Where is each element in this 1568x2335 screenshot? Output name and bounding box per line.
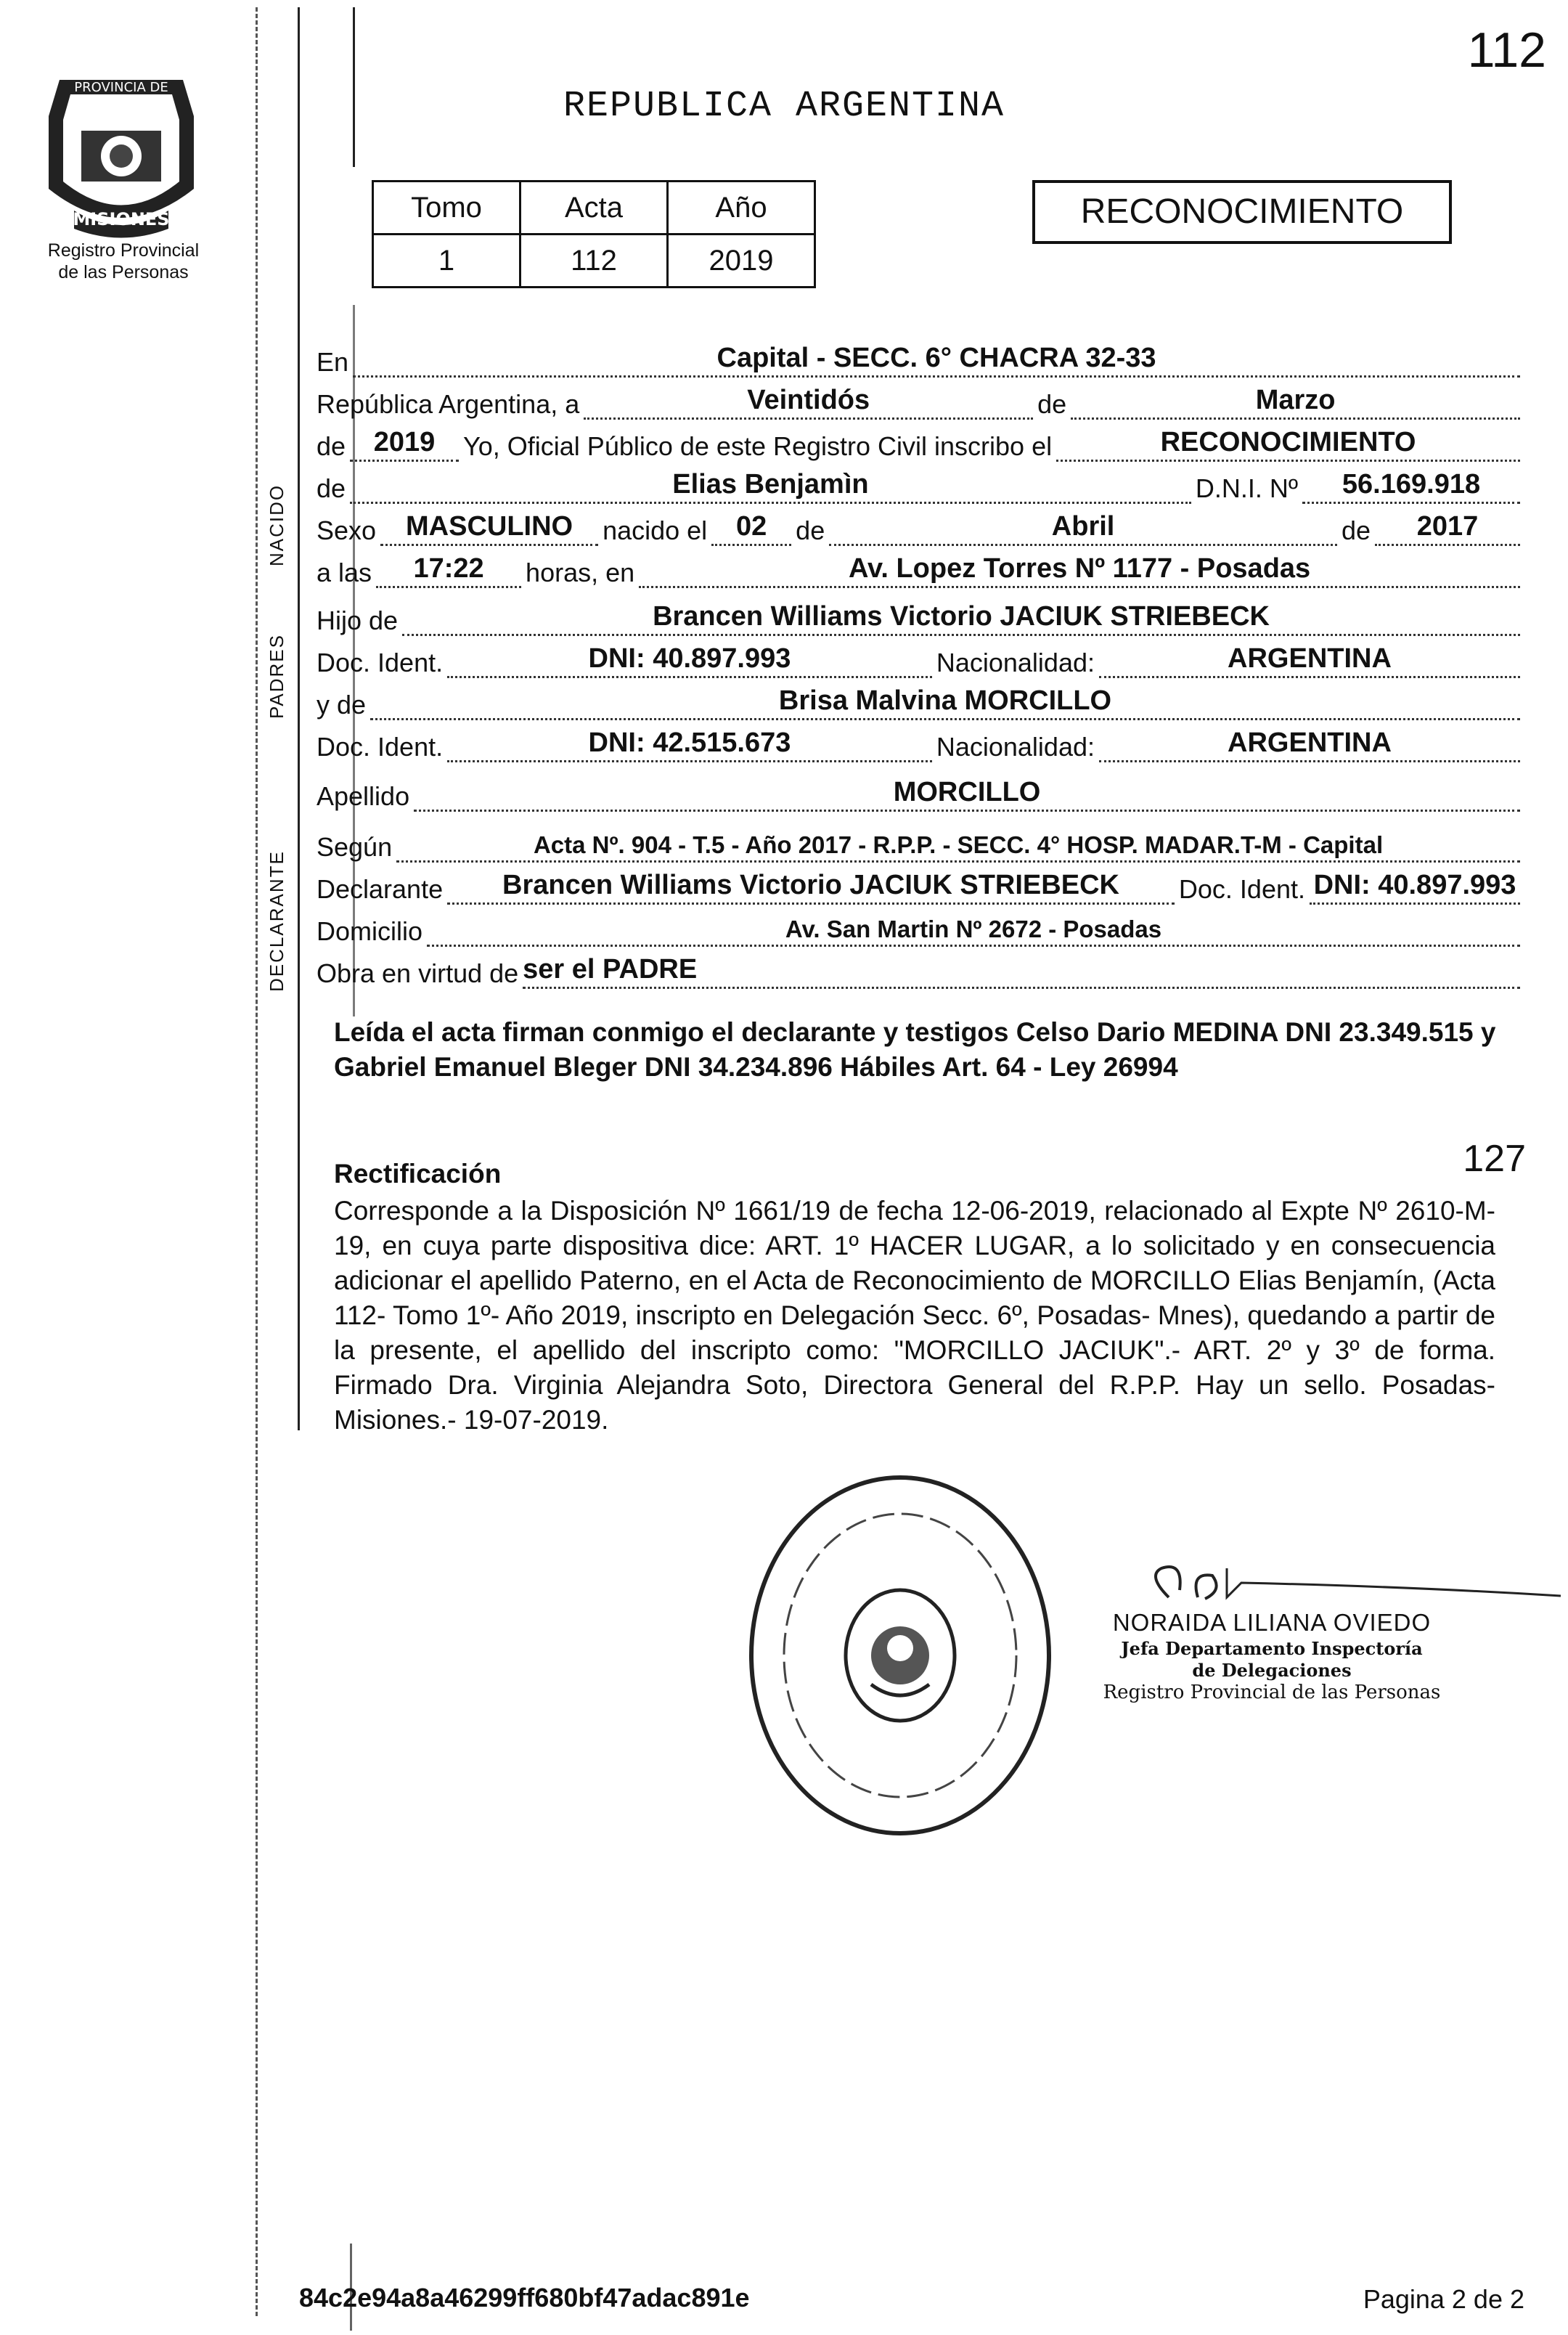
signer-office: Registro Provincial de las Personas — [1103, 1682, 1441, 1703]
value-declarante: Brancen Williams Victorio JACIUK STRIEBECK — [447, 870, 1175, 905]
value-madre-nac: ARGENTINA — [1099, 728, 1520, 762]
page-number: 112 — [1467, 23, 1546, 78]
header-acta: Acta — [520, 182, 668, 235]
row-apellido — [317, 770, 1524, 812]
row-madre-doc — [317, 720, 1524, 762]
label-horas-en: horas, en — [526, 558, 635, 587]
label-de: de — [317, 431, 346, 461]
value-nacido-dia: 02 — [711, 511, 791, 546]
row-anio — [317, 420, 1524, 462]
row-hijo — [317, 594, 1524, 636]
row-en — [317, 335, 1524, 378]
value-segun: Acta Nº. 904 - T.5 - Año 2017 - R.P.P. - SECC. 4° HOSP. MADAR.T-M - Capital — [396, 831, 1520, 863]
label-sexo: Sexo — [317, 516, 377, 545]
section-label-nacido: NACIDO — [266, 484, 287, 566]
label-en: En — [317, 347, 349, 377]
value-dia: Veintidós — [584, 385, 1033, 420]
value-hora: 17:22 — [376, 553, 521, 588]
value-madre-doc: DNI: 42.515.673 — [447, 728, 932, 762]
row-declarante — [317, 863, 1524, 905]
value-lugar-inscripcion: Capital - SECC. 6° CHACRA 32-33 — [353, 343, 1520, 378]
value-apellido: MORCILLO — [414, 777, 1520, 812]
label-segun: Según — [317, 832, 393, 862]
value-nacido-mes: Abril — [829, 511, 1337, 546]
section-label-padres: PADRES — [266, 634, 287, 719]
closing-statement: Leída el acta firman conmigo el declarante y testigos Celso Dario MEDINA DNI 23.349.515 y Gabriel Emanuel Bleger DNI 34.234.896 Hábiles Art. 64 - Ley 26994 — [334, 1017, 1496, 1082]
label-de: de — [1037, 389, 1067, 419]
label-obra: Obra en virtud de — [317, 958, 519, 988]
label-declarante: Declarante — [317, 874, 444, 904]
label-doc: Doc. Ident. — [1178, 874, 1305, 904]
margin-vertical-line — [298, 7, 300, 1430]
value-acto: RECONOCIMIENTO — [1056, 427, 1520, 462]
label-nacido: nacido el — [603, 516, 708, 545]
value-tomo: 1 — [373, 235, 520, 288]
label-apellido: Apellido — [317, 781, 410, 811]
section-label-declarante: DECLARANTE — [266, 850, 287, 992]
rectificacion-body: Corresponde a la Disposición Nº 1661/19 de fecha 12-06-2019, relacionado al Expte Nº 2610-M-19, en cuya parte dispositiva dice: ART. 1º HACER LUGAR, a lo solicitado y en consecuencia adicionar el apellido Paterno, en el Acta de Reconocimiento de MORCILLO Elias Benjamín, (Acta 112- Tomo 1º- Año 2019, inscripto en Delegación Secc. 6º, Posadas- Mnes), quedando a partir de la presente, el apellido del inscripto como: "MORCILLO JACIUK".- ART. 2º y 3º de forma. Firmado Dra. Virginia Alejandra Soto, Directora General del R.P.P. Hay un sello. Posadas- Misiones.- 19-07-2019. — [334, 1196, 1495, 1435]
label-nacionalidad: Nacionalidad: — [936, 648, 1095, 677]
rectificacion-title: Rectificación — [334, 1159, 502, 1189]
document-hash: 84c2e94a8a46299ff680bf47adac891e — [299, 2283, 750, 2312]
label-oficial: Yo, Oficial Público de este Registro Civil inscribo el — [463, 431, 1053, 461]
value-nombre: Elias Benjamìn — [350, 469, 1191, 504]
label-yde: y de — [317, 690, 367, 720]
header-tomo: Tomo — [373, 182, 520, 235]
value-padre-doc: DNI: 40.897.993 — [447, 643, 932, 678]
pagination: Pagina 2 de 2 — [1363, 2284, 1524, 2314]
label-de: de — [796, 516, 825, 545]
value-mes: Marzo — [1071, 385, 1520, 420]
row-nombre — [317, 462, 1524, 504]
logo-caption: Registro Provincial de las Personas — [47, 240, 200, 282]
value-anio: 2019 — [668, 235, 815, 288]
row-domicilio — [317, 905, 1524, 947]
value-nacido-anio: 2017 — [1375, 511, 1520, 546]
label-domicilio: Domicilio — [317, 916, 423, 946]
row-hora — [317, 546, 1524, 588]
margin-dashed-line — [256, 7, 258, 2316]
row-sexo — [317, 504, 1524, 546]
rectificacion-number: 127 — [1463, 1138, 1526, 1180]
row-padre-doc — [317, 636, 1524, 678]
value-acta: 112 — [520, 235, 668, 288]
signature-scribble — [1118, 1561, 1568, 1612]
label-de: de — [1341, 516, 1371, 545]
value-anio: 2019 — [350, 427, 459, 462]
province-logo — [30, 65, 212, 247]
value-lugar-nacimiento: Av. Lopez Torres Nº 1177 - Posadas — [639, 553, 1520, 588]
label-doc: Doc. Ident. — [317, 732, 444, 762]
margin-vertical-line-top — [353, 7, 355, 167]
record-table — [372, 180, 816, 288]
row-madre — [317, 678, 1524, 720]
signer-title: Jefa Departamento Inspectoría — [1121, 1638, 1423, 1659]
value-sexo: MASCULINO — [380, 511, 598, 546]
value-madre: Brisa Malvina MORCILLO — [370, 685, 1520, 720]
value-declarante-doc: DNI: 40.897.993 — [1310, 870, 1520, 905]
value-domicilio: Av. San Martin Nº 2672 - Posadas — [427, 916, 1520, 947]
svg-text:MISIONES: MISIONES — [73, 209, 170, 229]
value-padre: Brancen Williams Victorio JACIUK STRIEBECK — [402, 601, 1520, 636]
label-de: de — [317, 473, 346, 503]
official-seal — [740, 1467, 1060, 1844]
svg-text:PROVINCIA DE: PROVINCIA DE — [74, 80, 168, 95]
value-padre-nac: ARGENTINA — [1099, 643, 1520, 678]
label-hijo: Hijo de — [317, 606, 399, 635]
row-segun — [317, 820, 1524, 863]
label-republica: República Argentina, a — [317, 389, 580, 419]
header-anio: Año — [668, 182, 815, 235]
label-dni: D.N.I. Nº — [1195, 473, 1298, 503]
value-obra: ser el PADRE — [523, 954, 1520, 989]
label-alas: a las — [317, 558, 372, 587]
label-nacionalidad: Nacionalidad: — [936, 732, 1095, 762]
record-type-box: RECONOCIMIENTO — [1032, 180, 1452, 244]
value-dni: 56.169.918 — [1302, 469, 1520, 504]
document-title: REPUBLICA ARGENTINA — [563, 86, 1005, 127]
signer-name: NORAIDA LILIANA OVIEDO — [1112, 1609, 1432, 1636]
signer-department: de Delegaciones — [1192, 1660, 1352, 1681]
label-doc: Doc. Ident. — [317, 648, 444, 677]
row-obra — [317, 947, 1524, 989]
row-fecha — [317, 378, 1524, 420]
